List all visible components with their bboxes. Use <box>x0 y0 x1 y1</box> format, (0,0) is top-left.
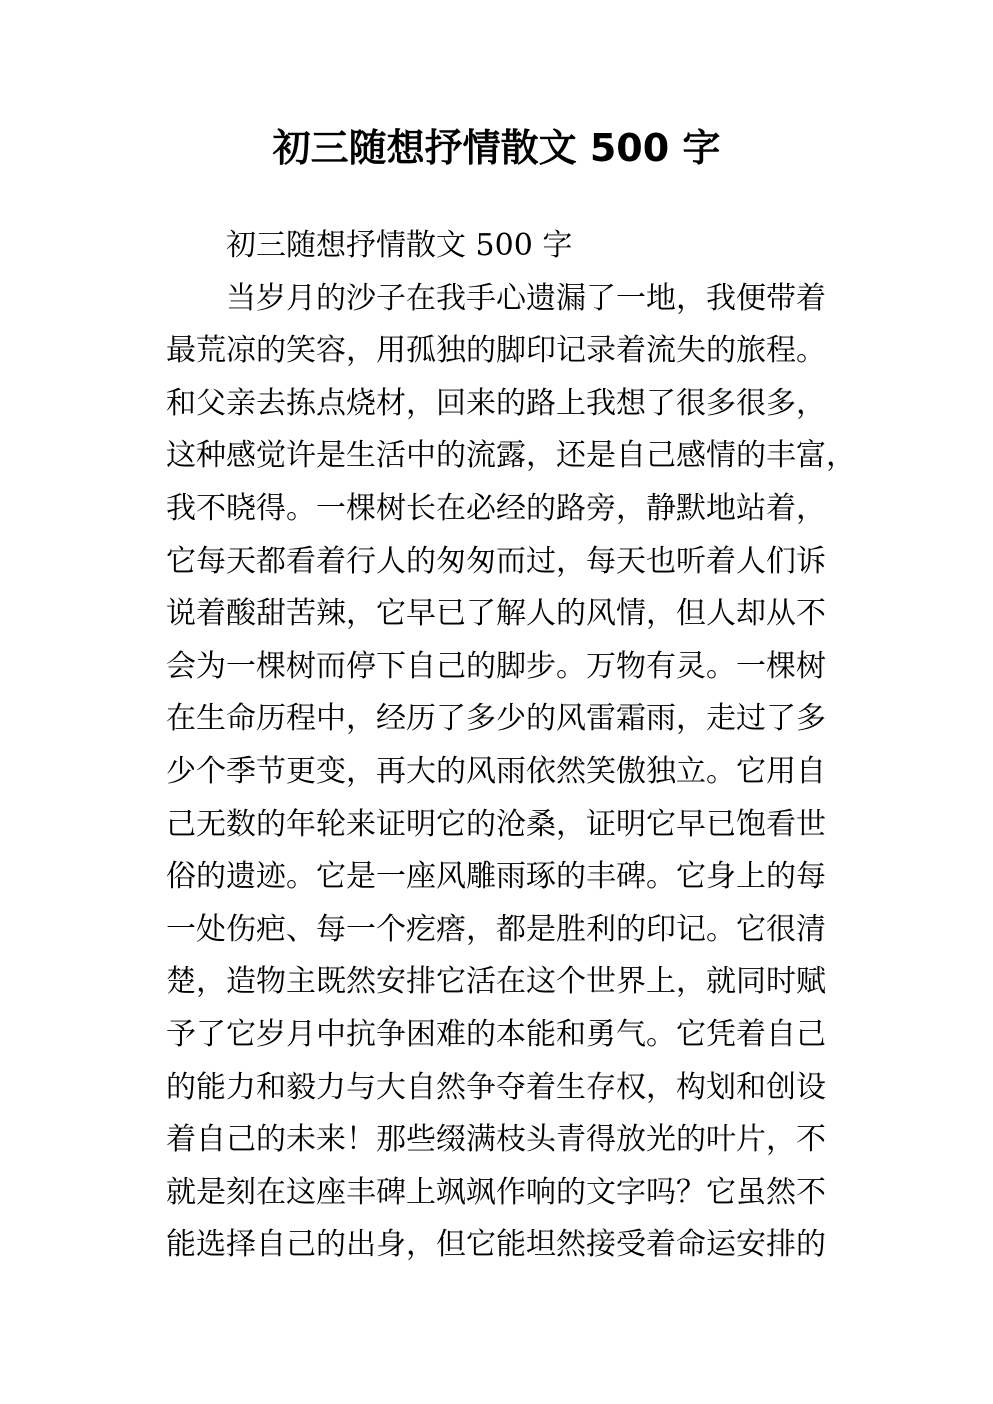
paragraph-line: 这种感觉许是生活中的流露，还是自己感情的丰富， <box>166 438 856 474</box>
document-body <box>166 220 856 1272</box>
paragraph-line: 和父亲去拣点烧材，回来的路上我想了很多很多， <box>166 385 826 421</box>
paragraph-line: 的能力和毅力与大自然争夺着生存权，构划和创设 <box>166 1069 826 1105</box>
paragraph-line: 俗的遗迹。它是一座风雕雨琢的丰碑。它身上的每 <box>166 859 826 895</box>
paragraph-line: 它每天都看着行人的匆匆而过，每天也听着人们诉 <box>166 543 826 579</box>
paragraph-line: 着自己的未来！那些缀满枝头青得放光的叶片，不 <box>166 1122 826 1158</box>
paragraph-line: 予了它岁月中抗争困难的本能和勇气。它凭着自己 <box>166 1016 826 1052</box>
document-title: 初三随想抒情散文 500 字 <box>272 126 721 170</box>
paragraph-line: 在生命历程中，经历了多少的风雷霜雨，走过了多 <box>166 701 826 737</box>
paragraph-line: 少个季节更变，再大的风雨依然笑傲独立。它用自 <box>166 753 826 789</box>
paragraph-line: 说着酸甜苦辣，它早已了解人的风情，但人却从不 <box>166 596 826 632</box>
paragraph-line: 就是刻在这座丰碑上飒飒作响的文字吗？它虽然不 <box>166 1174 826 1210</box>
paragraph-line: 楚，造物主既然安排它活在这个世界上，就同时赋 <box>166 964 826 1000</box>
paragraph-line: 己无数的年轮来证明它的沧桑，证明它早已饱看世 <box>166 806 826 842</box>
paragraph-line: 一处伤疤、每一个疙瘩，都是胜利的印记。它很清 <box>166 911 826 947</box>
paragraph-line: 最荒凉的笑容，用孤独的脚印记录着流失的旅程。 <box>166 333 826 369</box>
paragraph-line: 当岁月的沙子在我手心遗漏了一地，我便带着 <box>226 280 826 316</box>
body-subtitle: 初三随想抒情散文 500 字 <box>226 228 573 263</box>
paragraph-line: 会为一棵树而停下自己的脚步。万物有灵。一棵树 <box>166 648 826 684</box>
paragraph-line: 我不晓得。一棵树长在必经的路旁，静默地站着， <box>166 490 826 526</box>
paragraph-line: 能选择自己的出身，但它能坦然接受着命运安排的 <box>166 1227 826 1263</box>
